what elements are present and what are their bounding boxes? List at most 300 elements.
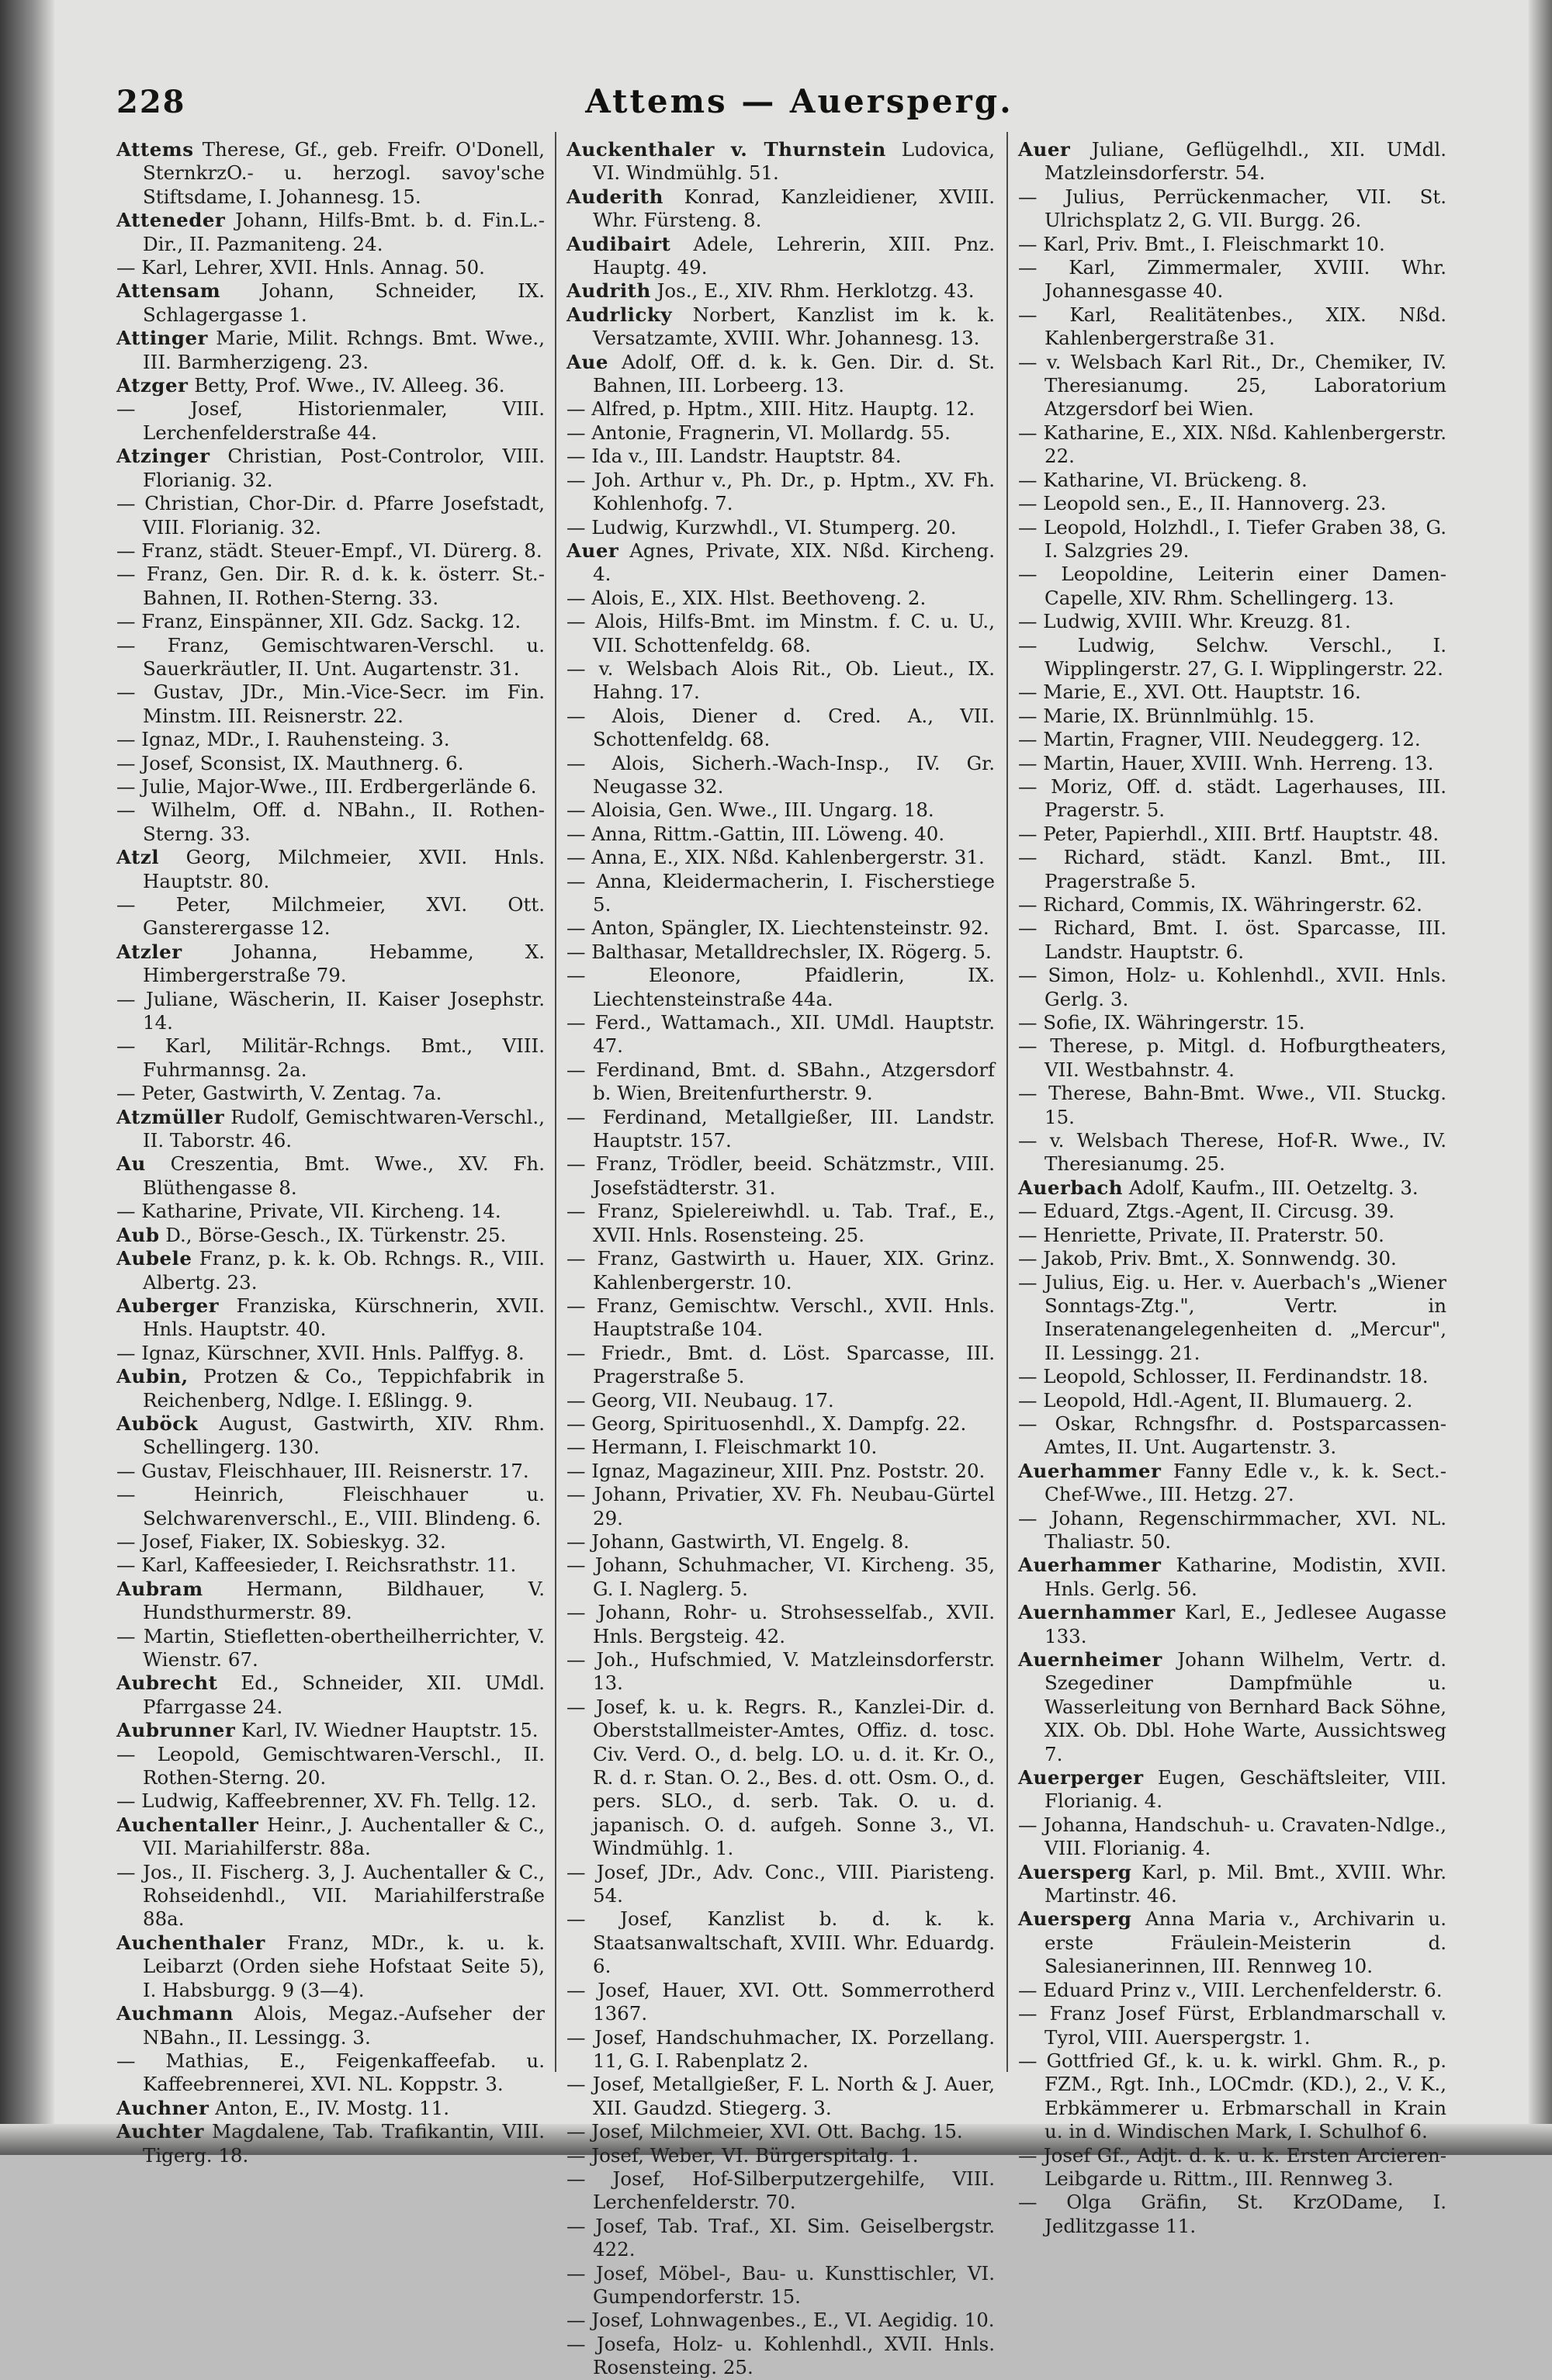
entry-details: — Ferdinand, Bmt. d. SBahn., Atzgersdorf b. Wien, Breitenfurtherstr. 9. [566, 1058, 995, 1105]
directory-entry [566, 397, 995, 421]
entry-surname: Atzmüller [116, 1105, 225, 1128]
directory-entry [1018, 893, 1446, 916]
directory-entry [116, 539, 545, 563]
entry-details: — Karl, Lehrer, XVII. Hnls. Annag. 50. [116, 256, 485, 279]
entry-details: — Balthasar, Metalldrechsler, IX. Rögerg. 5. [566, 940, 992, 963]
directory-entry [566, 445, 995, 468]
entry-details: Creszentia, Bmt. Wwe., XV. Fh. Blüthengasse 8. [143, 1152, 546, 1199]
entry-details: Adolf, Off. d. k. k. Gen. Dir. d. St. Bahnen, III. Lorbeerg. 13. [593, 350, 995, 397]
entry-details: — Josef, Fiaker, IX. Sobieskyg. 32. [116, 1530, 446, 1553]
entry-details: — Leopold, Gemischtwaren-Verschl., II. Rothen-Sterng. 20. [116, 1742, 545, 1789]
directory-entry [566, 587, 995, 610]
entry-surname: Auderith [566, 185, 663, 208]
entry-surname: Auchentaller [116, 1813, 259, 1836]
directory-entry [566, 303, 995, 351]
entry-details: Johann Wilhelm, Vertr. d. Szegediner Dampfmühle u. Wasserleitung von Bernhard Back Söhne, XIX. Ob. Dbl. Hohe Warte, Aussichtsweg 7. [1044, 1648, 1446, 1765]
directory-entry [1018, 1648, 1446, 1766]
entry-details: — Jakob, Priv. Bmt., X. Sonnwendg. 30. [1018, 1247, 1397, 1270]
directory-entry [1018, 916, 1446, 964]
directory-entry [566, 846, 995, 869]
directory-entry [116, 1412, 545, 1460]
entry-details: Fanny Edle v., k. k. Sect.-Chef-Wwe., III. Hetzg. 27. [1044, 1459, 1446, 1506]
directory-entry [566, 1106, 995, 1153]
directory-entry [116, 2097, 545, 2120]
entry-details: Karl, p. Mil. Bmt., XVIII. Whr. Martinstr. 46. [1044, 1860, 1446, 1907]
directory-entry [566, 1601, 995, 1648]
entry-details: — Franz, Gemischtwaren-Verschl. u. Sauerkräutler, II. Unt. Augartenstr. 31. [116, 633, 545, 680]
directory-entry [566, 916, 995, 940]
directory-entry [1018, 1129, 1446, 1176]
entry-surname: Aubele [116, 1247, 192, 1270]
entry-details: Franziska, Kürschnerin, XVII. Hnls. Hauptstr. 40. [143, 1294, 545, 1341]
entry-details: — Peter, Gastwirth, V. Zentag. 7a. [116, 1082, 442, 1105]
page-number: 228 [116, 84, 186, 120]
entry-surname: Auer [1018, 138, 1071, 161]
entry-surname: Atteneder [116, 209, 226, 232]
entry-details: — Johann, Rohr- u. Strohsesselfab., XVII. Hnls. Bergsteig. 42. [566, 1601, 995, 1647]
entry-surname: Atzl [116, 846, 160, 869]
directory-entry [566, 2144, 995, 2167]
entry-details: — Anton, Spängler, IX. Liechtensteinstr. 92. [566, 916, 989, 940]
directory-entry [116, 1247, 545, 1294]
entry-details: — Ferd., Wattamach., XII. UMdl. Hauptstr. 47. [566, 1011, 995, 1058]
entry-details: Karl, IV. Wiedner Hauptstr. 15. [241, 1719, 539, 1742]
entry-surname: Auberger [116, 1294, 220, 1317]
directory-entry [116, 1931, 545, 2002]
entry-surname: Auckenthaler v. Thurnstein [566, 138, 886, 161]
entry-details: — Katharine, VI. Brückeng. 8. [1018, 468, 1308, 491]
scan-edge-left [0, 0, 54, 2155]
directory-entry [1018, 2002, 1446, 2049]
directory-entry [116, 1224, 545, 1247]
entry-details: — Josef, k. u. k. Regrs. R., Kanzlei-Dir. d. Oberststallmeister-Amtes, Offiz. d. tosc. Civ. Verd. O., d. belg. LO. u. d. it. Kr. O., R. d. r. Stan. O. 2., Bes. d. ott. Osm. O., d. pers. SLO., d. serb. Tak. O. u. d. japanisch. O. d. aufgeh. Sonne 3., VI. Windmühlg. 1. [566, 1695, 995, 1860]
directory-entry [566, 2167, 995, 2215]
entry-details: Marie, Milit. Rchngs. Bmt. Wwe., III. Barmherzigeng. 23. [143, 327, 545, 373]
entry-details: — Ignaz, Magazineur, XIII. Pnz. Poststr. 20. [566, 1459, 986, 1482]
entry-details: — Alfred, p. Hptm., XIII. Hitz. Hauptg. 12. [566, 397, 975, 421]
entry-details: — Josef Gf., Adjt. d. k. u. k. Ersten Arcieren-Leibgarde u. Rittm., III. Rennweg 3. [1018, 2143, 1446, 2190]
directory-entry [566, 941, 995, 964]
entry-details: D., Börse-Gesch., IX. Türkenstr. 25. [165, 1223, 507, 1246]
directory-entry [116, 752, 545, 775]
entry-details: — Ludwig, Kurzwhdl., VI. Stumperg. 20. [566, 515, 957, 539]
entry-details: Franz, p. k. k. Ob. Rchngs. R., VIII. Albertg. 23. [143, 1247, 545, 1294]
directory-entry [566, 1907, 995, 1978]
directory-entry [116, 681, 545, 728]
directory-entry [1018, 351, 1446, 421]
entry-details: — Johanna, Handschuh- u. Cravaten-Ndlge., VIII. Florianig. 4. [1018, 1813, 1446, 1860]
directory-entry [116, 445, 545, 492]
entry-details: — Richard, Bmt. I. öst. Sparcasse, III. Landstr. Hauptstr. 6. [1018, 916, 1446, 963]
directory-entry [116, 1106, 545, 1153]
entry-surname: Audrlicky [566, 303, 673, 326]
directory-column-3 [1018, 138, 1446, 2237]
entry-details: — Johann, Gastwirth, VI. Engelg. 8. [566, 1530, 909, 1553]
directory-entry [1018, 1861, 1446, 1908]
entry-details: — Ignaz, MDr., I. Rauhensteing. 3. [116, 728, 450, 751]
directory-entry [566, 421, 995, 445]
entry-surname: Aubrecht [116, 1672, 218, 1695]
entry-surname: Atzinger [116, 445, 210, 468]
directory-entry [566, 2215, 995, 2262]
directory-entry [1018, 775, 1446, 823]
entry-details: — Julius, Eig. u. Her. v. Auerbach's „Wiener Sonntags-Ztg.", Vertr. in Inseratenangelegenheiten d. „Mercur", II. Lessingg. 21. [1018, 1270, 1446, 1364]
directory-entry [116, 846, 545, 893]
entry-details: — Ludwig, XVIII. Whr. Kreuzg. 81. [1018, 610, 1351, 633]
entry-details: Ed., Schneider, XII. UMdl. Pfarrgasse 24. [143, 1672, 545, 1718]
directory-entry [566, 138, 995, 185]
directory-entry [116, 941, 545, 988]
directory-entry [1018, 563, 1446, 610]
directory-entry [1018, 1460, 1446, 1507]
directory-entry [566, 185, 995, 233]
directory-entry [116, 1743, 545, 1790]
column-divider [1006, 132, 1008, 2072]
directory-entry [116, 279, 545, 327]
entry-details: Norbert, Kanzlist im k. k. Versatzamte, XVIII. Whr. Johannesg. 13. [593, 303, 995, 350]
directory-entry [1018, 1011, 1446, 1034]
directory-entry [566, 1058, 995, 1106]
directory-entry [1018, 634, 1446, 681]
entry-details: — Leopold, Schlosser, II. Ferdinandstr. 18. [1018, 1365, 1429, 1388]
entry-details: — Oskar, Rchngsfhr. d. Postsparcassen-Amtes, II. Unt. Augartenstr. 3. [1018, 1412, 1446, 1459]
entry-details: — Julie, Major-Wwe., III. Erdbergerlände 6. [116, 774, 537, 798]
entry-details: — Simon, Holz- u. Kohlenhdl., XVII. Hnls. Gerlg. 3. [1018, 964, 1446, 1010]
entry-details: — Karl, Kaffeesieder, I. Reichsrathstr. 11. [116, 1554, 517, 1577]
entry-details: — Karl, Priv. Bmt., I. Fleischmarkt 10. [1018, 232, 1385, 255]
entry-details: — Alois, Sicherh.-Wach-Insp., IV. Gr. Neugasse 32. [566, 751, 995, 798]
entry-details: Anton, E., IV. Mostg. 11. [215, 2096, 449, 2119]
entry-details: Franz, MDr., k. u. k. Leibarzt (Orden siehe Hofstaat Seite 5), I. Habsburgg. 9 (3—4). [143, 1931, 546, 2001]
directory-entry [1018, 1034, 1446, 1082]
entry-details: — Franz, Gemischtw. Verschl., XVII. Hnls. Hauptstraße 104. [566, 1294, 995, 1341]
directory-entry [1018, 1412, 1446, 1460]
entry-details: — Johann, Schuhmacher, VI. Kircheng. 35, G. I. Naglerg. 5. [566, 1554, 995, 1600]
entry-details: Katharine, Modistin, XVII. Hnls. Gerlg. 56. [1044, 1554, 1446, 1600]
entry-details: — Antonie, Fragnerin, VI. Mollardg. 55. [566, 421, 951, 444]
directory-entry [1018, 728, 1446, 751]
entry-details: — Franz, Trödler, beeid. Schätzmstr., VIII. Josefstädterstr. 31. [566, 1152, 995, 1199]
entry-details: — Jos., II. Fischerg. 3, J. Auchentaller & C., Rohseidenhdl., VII. Mariahilferstraße 88a. [116, 1860, 545, 1931]
entry-details: — Olga Gräfin, St. KrzODame, I. Jedlitzgasse 11. [1018, 2191, 1446, 2237]
entry-surname: Atzler [116, 940, 182, 963]
directory-entry [116, 1294, 545, 1342]
directory-entry [566, 233, 995, 280]
entry-surname: Auerperger [1018, 1766, 1144, 1789]
entry-surname: Aubram [116, 1577, 203, 1600]
entry-surname: Auerhammer [1018, 1459, 1162, 1482]
entry-details: — Karl, Zimmermaler, XVIII. Whr. Johannesgasse 40. [1018, 256, 1446, 303]
directory-entry [566, 2262, 995, 2309]
directory-entry [116, 1530, 545, 1554]
directory-entry [1018, 1601, 1446, 1648]
entry-details: Juliane, Geflügelhdl., XII. UMdl. Matzleinsdorferstr. 54. [1044, 138, 1446, 185]
directory-entry [566, 279, 995, 303]
directory-entry [566, 657, 995, 705]
entry-surname: Attensam [116, 279, 221, 303]
entry-details: — Georg, VII. Neubaug. 17. [566, 1388, 834, 1412]
directory-entry [566, 1412, 995, 1436]
entry-details: Johann, Hilfs-Bmt. b. d. Fin.L.-Dir., II. Pazmaniteng. 24. [143, 209, 545, 255]
entry-details: Ludovica, VI. Windmühlg. 51. [593, 138, 995, 185]
directory-entry [1018, 1247, 1446, 1270]
directory-entry [116, 1789, 545, 1813]
running-title: Attems — Auersperg. [585, 82, 1013, 120]
entry-details: — Peter, Papierhdl., XIII. Brtf. Hauptstr. 48. [1018, 822, 1439, 845]
directory-entry [566, 1436, 995, 1459]
directory-entry [116, 2120, 545, 2167]
entry-details: — Josef, Historienmaler, VIII. Lerchenfelderstraße 44. [116, 397, 545, 444]
directory-entry [566, 752, 995, 799]
entry-details: — Ludwig, Kaffeebrenner, XV. Fh. Tellg. 12. [116, 1789, 537, 1813]
entry-details: — Therese, p. Mitgl. d. Hofburgtheaters, VII. Westbahnstr. 4. [1018, 1034, 1446, 1081]
directory-entry [1018, 1507, 1446, 1554]
directory-entry [1018, 303, 1446, 351]
directory-entry [1018, 421, 1446, 469]
directory-entry [566, 351, 995, 398]
entry-details: Konrad, Kanzleidiener, XVIII. Whr. Fürsteng. 8. [593, 185, 995, 232]
directory-entry [566, 2309, 995, 2332]
directory-entry [1018, 256, 1446, 303]
directory-entry [566, 1530, 995, 1554]
directory-entry [566, 1294, 995, 1342]
entry-details: Therese, Gf., geb. Freifr. O'Donell, SternkrzO.- u. herzogl. savoy'sche Stiftsdame, I. Johannesg. 15. [143, 138, 545, 208]
entry-details: — Eduard Prinz v., VIII. Lerchenfelderstr. 6. [1018, 1978, 1443, 2001]
entry-surname: Auerbach [1018, 1176, 1124, 1199]
directory-entry [116, 1152, 545, 1200]
directory-entry [1018, 185, 1446, 233]
directory-entry [566, 469, 995, 516]
entry-details: — Friedr., Bmt. d. Löst. Sparcasse, III. Pragerstraße 5. [566, 1341, 995, 1388]
entry-details: — Franz, städt. Steuer-Empf., VI. Dürerg. 8. [116, 539, 542, 562]
entry-details: Agnes, Private, XIX. Nßd. Kircheng. 4. [593, 539, 995, 586]
directory-entry [116, 138, 545, 209]
directory-entry [116, 492, 545, 539]
directory-entry [1018, 1389, 1446, 1412]
entry-details: — Franz, Einspänner, XII. Gdz. Sackg. 12. [116, 610, 521, 633]
directory-entry [566, 870, 995, 917]
entry-details: — Peter, Milchmeier, XVI. Ott. Gansterergasse 12. [116, 893, 545, 940]
entry-details: — Karl, Militär-Rchngs. Bmt., VIII. Fuhrmannsg. 2a. [116, 1034, 545, 1081]
directory-entry [1018, 1979, 1446, 2002]
directory-entry [1018, 138, 1446, 185]
directory-entry [1018, 1176, 1446, 1200]
entry-details: — Josef, Metallgießer, F. L. North & J. Auer, XII. Gaudzd. Stiegerg. 3. [566, 2073, 995, 2119]
entry-details: — Josef, Sconsist, IX. Mauthnerg. 6. [116, 751, 464, 774]
entry-details: — Gottfried Gf., k. u. k. wirkl. Ghm. R., p. FZM., Rgt. Inh., LOCmdr. (KD.), 2., V. K., Erbkämmerer u. Erbmarschall in Krain u. in d. Windischen Mark, I. Schulhof 6. [1018, 2049, 1446, 2143]
directory-entry [116, 397, 545, 445]
entry-surname: Auer [566, 539, 619, 562]
entry-details: Betty, Prof. Wwe., IV. Alleeg. 36. [194, 374, 505, 397]
entry-details: — Gustav, JDr., Min.-Vice-Secr. im Fin. Minstm. III. Reisnerstr. 22. [116, 681, 545, 727]
entry-details: — Franz Josef Fürst, Erblandmarschall v. Tyrol, VIII. Auerspergstr. 1. [1018, 2002, 1446, 2049]
entry-details: — Hermann, I. Fleischmarkt 10. [566, 1436, 878, 1459]
entry-details: — Joh. Arthur v., Ph. Dr., p. Hptm., XV. Fh. Kohlenhofg. 7. [566, 468, 995, 515]
entry-details: — Gustav, Fleischhauer, III. Reisnerstr. 17. [116, 1459, 529, 1482]
directory-entry [116, 988, 545, 1035]
directory-entry [566, 1200, 995, 1247]
entry-details: — Katharine, Private, VII. Kircheng. 14. [116, 1200, 501, 1223]
directory-entry [116, 775, 545, 799]
entry-details: — Katharine, E., XIX. Nßd. Kahlenbergerstr. 22. [1018, 421, 1446, 468]
directory-entry [566, 2333, 995, 2380]
directory-entry [1018, 233, 1446, 256]
directory-entry [1018, 492, 1446, 515]
entry-details: — Alois, Diener d. Cred. A., VII. Schottenfeldg. 68. [566, 704, 995, 751]
directory-entry [1018, 705, 1446, 728]
directory-entry [1018, 1814, 1446, 1861]
directory-entry [116, 2002, 545, 2049]
directory-entry [1018, 1082, 1446, 1129]
directory-entry [566, 610, 995, 657]
entry-surname: Aubrunner [116, 1719, 236, 1742]
directory-entry [1018, 752, 1446, 775]
directory-entry [1018, 1365, 1446, 1388]
entry-details: — Anna, Kleidermacherin, I. Fischerstiege 5. [566, 869, 995, 916]
entry-details: — Franz, Gen. Dir. R. d. k. k. österr. St.-Bahnen, II. Rothen-Sterng. 33. [116, 563, 545, 609]
directory-entry [1018, 681, 1446, 704]
entry-surname: Au [116, 1152, 146, 1176]
directory-entry [116, 256, 545, 279]
entry-details: — Franz, Spielereiwhdl. u. Tab. Traf., E., XVII. Hnls. Rosensteing. 25. [566, 1200, 995, 1246]
directory-entry [566, 1554, 995, 1601]
directory-entry [116, 1365, 545, 1412]
directory-entry [566, 1460, 995, 1483]
entry-details: — Georg, Spirituosenhdl., X. Dampfg. 22. [566, 1412, 967, 1435]
entry-details: — Josef, Tab. Traf., XI. Sim. Geiselbergstr. 422. [566, 2214, 995, 2261]
directory-entry [116, 1578, 545, 1625]
entry-details: — Aloisia, Gen. Wwe., III. Ungarg. 18. [566, 799, 934, 822]
directory-entry [116, 1483, 545, 1530]
directory-entry [1018, 2049, 1446, 2144]
directory-entry [116, 634, 545, 681]
entry-details: Heinr., J. Auchentaller & C., VII. Mariahilferstr. 88a. [143, 1813, 545, 1860]
entry-surname: Auchenthaler [116, 1931, 265, 1954]
entry-details: — Sofie, IX. Währingerstr. 15. [1018, 1011, 1305, 1034]
entry-details: — Ignaz, Kürschner, XVII. Hnls. Palffyg. 8. [116, 1341, 525, 1364]
directory-entry [566, 1483, 995, 1530]
entry-surname: Auernhammer [1018, 1601, 1176, 1624]
entry-details: — Ida v., III. Landstr. Hauptstr. 84. [566, 445, 902, 468]
directory-entry [116, 610, 545, 633]
directory-entry [566, 1979, 995, 2026]
entry-details: — v. Welsbach Alois Rit., Ob. Lieut., IX. Hahng. 17. [566, 656, 995, 704]
directory-entry [116, 209, 545, 256]
directory-entry [566, 1696, 995, 1861]
entry-details: Eugen, Geschäftsleiter, VIII. Florianig. 4. [1044, 1766, 1446, 1813]
directory-column-2 [566, 138, 995, 2379]
entry-details: — Josef, Kanzlist b. d. k. k. Staatsanwaltschaft, XVIII. Whr. Eduardg. 6. [566, 1907, 995, 1978]
directory-entry [116, 1672, 545, 1719]
directory-entry [116, 374, 545, 397]
directory-entry [566, 823, 995, 846]
directory-entry [1018, 469, 1446, 492]
directory-entry [1018, 823, 1446, 846]
directory-entry [566, 2120, 995, 2143]
directory-entry [1018, 1271, 1446, 1366]
entry-details: — Josef, Hof-Silberputzergehilfe, VIII. Lerchenfelderstr. 70. [566, 2167, 995, 2214]
entry-details: — Leopoldine, Leiterin einer Damen-Capelle, XIV. Rhm. Schellingerg. 13. [1018, 563, 1446, 609]
entry-details: — Josefa, Holz- u. Kohlenhdl., XVII. Hnls. Rosensteing. 25. [566, 2332, 995, 2379]
entry-surname: Audrith [566, 279, 651, 303]
entry-details: — Martin, Stiefletten-obertheilherrichter, V. Wienstr. 67. [116, 1624, 545, 1671]
entry-details: — Christian, Chor-Dir. d. Pfarre Josefstadt, VIII. Florianig. 32. [116, 492, 545, 539]
entry-details: — Leopold, Holzhdl., I. Tiefer Graben 38, G. I. Salzgries 29. [1018, 515, 1446, 562]
directory-entry [116, 327, 545, 374]
directory-entry [1018, 516, 1446, 563]
entry-surname: Auersperg [1018, 1907, 1132, 1931]
entry-details: Karl, E., Jedlesee Augasse 133. [1044, 1601, 1446, 1647]
directory-entry [116, 1625, 545, 1672]
directory-entry [116, 1719, 545, 1742]
entry-details: — Martin, Hauer, XVIII. Wnh. Herreng. 13. [1018, 751, 1434, 774]
directory-entry [116, 563, 545, 610]
entry-surname: Auchmann [116, 2002, 234, 2025]
directory-entry [116, 1200, 545, 1223]
scan-edge-right [1529, 0, 1552, 2155]
entry-details: — Franz, Gastwirth u. Hauer, XIX. Grinz. Kahlenbergerstr. 10. [566, 1247, 995, 1294]
directory-entry [116, 799, 545, 846]
directory-entry [566, 2073, 995, 2120]
entry-details: Anna Maria v., Archivarin u. erste Fräulein-Meisterin d. Salesianerinnen, III. Rennweg 10. [1044, 1907, 1446, 1978]
directory-entry [116, 1342, 545, 1365]
entry-details: — Josef, Möbel-, Bau- u. Kunsttischler, VI. Gumpendorferstr. 15. [566, 2261, 995, 2308]
entry-surname: Aubin, [116, 1365, 189, 1388]
entry-details: — v. Welsbach Karl Rit., Dr., Chemiker, IV. Theresianumg. 25, Laboratorium Atzgersdorf bei Wien. [1018, 350, 1446, 421]
entry-surname: Aue [566, 350, 608, 373]
directory-entry [1018, 2144, 1446, 2191]
entry-details: Adele, Lehrerin, XIII. Pnz. Hauptg. 49. [593, 232, 995, 279]
entry-surname: Auersperg [1018, 1860, 1132, 1883]
entry-details: Adolf, Kaufm., III. Oetzeltg. 3. [1128, 1176, 1419, 1199]
directory-entry [566, 1861, 995, 1908]
entry-surname: Attems [116, 138, 194, 161]
directory-entry [116, 1460, 545, 1483]
entry-details: — Leopold, Hdl.-Agent, II. Blumauerg. 2. [1018, 1388, 1413, 1412]
directory-entry [566, 1648, 995, 1696]
entry-details: — Karl, Realitätenbes., XIX. Nßd. Kahlenbergerstraße 31. [1018, 303, 1446, 350]
directory-entry [566, 1152, 995, 1200]
entry-details: Alois, Megaz.-Aufseher der NBahn., II. Lessingg. 3. [143, 2002, 545, 2049]
entry-details: — Alois, Hilfs-Bmt. im Minstm. f. C. u. U., VII. Schottenfeldg. 68. [566, 610, 995, 656]
entry-details: — Mathias, E., Feigenkaffeefab. u. Kaffeebrennerei, XVI. NL. Koppstr. 3. [116, 2049, 545, 2096]
entry-details: — Anna, Rittm.-Gattin, III. Löweng. 40. [566, 822, 945, 845]
entry-surname: Atzger [116, 374, 189, 397]
directory-entry [116, 2049, 545, 2097]
entry-surname: Auchner [116, 2096, 210, 2119]
entry-surname: Audibairt [566, 232, 671, 255]
entry-details: — Richard, städt. Kanzl. Bmt., III. Pragerstraße 5. [1018, 846, 1446, 892]
directory-entry [1018, 1907, 1446, 1978]
entry-details: — Josef, Lohnwagenbes., E., VI. Aegidig. 10. [566, 2309, 995, 2332]
entry-details: August, Gastwirth, XIV. Rhm. Schellingerg. 130. [143, 1412, 545, 1459]
entry-details: — Henriette, Private, II. Praterstr. 50. [1018, 1223, 1384, 1246]
entry-surname: Attinger [116, 327, 208, 350]
directory-entry [116, 728, 545, 751]
entry-surname: Auerhammer [1018, 1554, 1162, 1577]
entry-details: — Marie, IX. Brünnlmühlg. 15. [1018, 704, 1315, 727]
directory-entry [116, 1034, 545, 1082]
entry-details: — Josef, Hauer, XVI. Ott. Sommerrotherd 1367. [566, 1978, 995, 2025]
column-divider [555, 132, 556, 2072]
directory-entry [566, 2026, 995, 2073]
directory-entry [566, 799, 995, 822]
entry-details: — Joh., Hufschmied, V. Matzleinsdorferstr. 13. [566, 1648, 995, 1695]
entry-details: — v. Welsbach Therese, Hof-R. Wwe., IV. Theresianumg. 25. [1018, 1129, 1446, 1176]
entry-details: — Josef, JDr., Adv. Conc., VIII. Piaristeng. 54. [566, 1860, 995, 1907]
directory-entry [566, 516, 995, 539]
entry-details: — Richard, Commis, IX. Währingerstr. 62. [1018, 893, 1422, 916]
